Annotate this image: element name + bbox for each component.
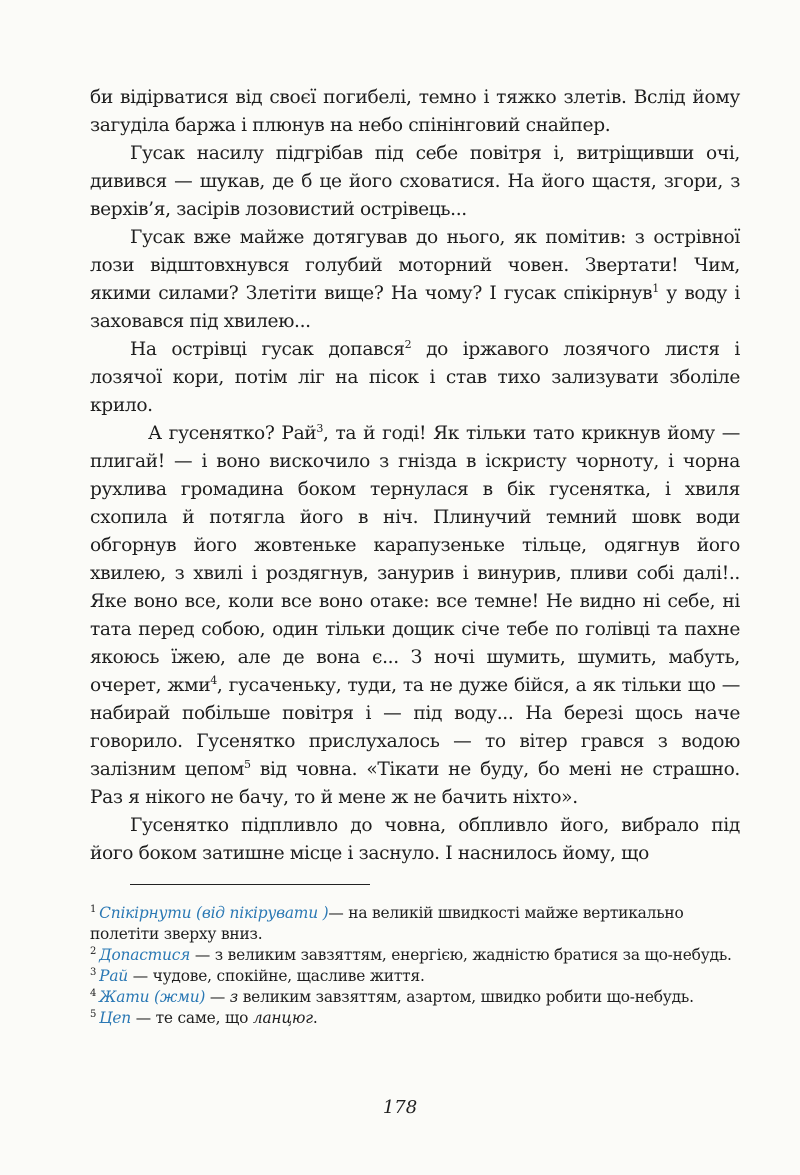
footnote-ref-1: 1 (652, 281, 659, 295)
footnote-ref-4: 4 (210, 673, 217, 687)
footnote-term: Спікірнути (від пікірувати ) (99, 904, 329, 922)
footnote-term: Цеп (99, 1009, 132, 1027)
paragraph-2: Гусак насилу підгрібав під себе повітря і, витріщивши очі, дивився — шукав, де б це його сховатися. На його щастя, згори, з верхів’я, засірів лозовистий острівець... (90, 143, 740, 220)
paragraph-5-text-d: від човна. «Тікати не буду, бо мені не страшно. Раз я нікого не бачу, то й мене ж не бачить ніхто». (90, 759, 740, 808)
footnote-5 (90, 1008, 740, 1029)
footnote-ref-2: 2 (404, 337, 412, 351)
footnote-3 (90, 966, 740, 987)
footnote-definition-b: . (312, 1009, 318, 1027)
footnote-number: 1 (90, 903, 97, 915)
footnote-divider (130, 884, 370, 885)
footnote-number: 5 (90, 1008, 97, 1020)
paragraph-4 (90, 336, 740, 420)
footnote-definition-a: — (205, 988, 230, 1006)
footnotes (90, 903, 740, 1029)
footnote-definition-italic: ланцюг (252, 1009, 313, 1027)
footnote-definition: — на великій швидкості майже вертикально полетіти зверху вниз. (90, 904, 684, 943)
footnote-term: Рай (99, 967, 129, 985)
paragraph-3 (90, 224, 740, 336)
page-body (90, 84, 740, 868)
footnote-definition-a: — те саме, що (131, 1009, 253, 1027)
footnote-term: Допастися (99, 946, 191, 964)
footnote-number: 2 (90, 945, 97, 957)
footnote-term: Жати (жми) (99, 988, 206, 1006)
footnote-definition-italic: з (229, 988, 238, 1006)
paragraph-1: би відірватися від своєї погибелі, темно і тяжко злетів. Вслід йому загуділа баржа і плюнув на небо спінінговий снайпер. (90, 87, 740, 136)
paragraph-6: Гусенятко підпливло до човна, обпливло його, вибрало під його боком затишне місце і заснуло. І наснилось йому, що (90, 815, 740, 864)
main-text (90, 84, 740, 868)
footnote-definition-b: великим завзяттям, азартом, швидко робити що-небудь. (238, 988, 694, 1006)
paragraph-5-text-c: , гусаченьку, туди, та не дуже бійся, а як тільки що — набирай побільше повітря і — під воду... На березі щось наче говорило. Гусенятко прислухалось — то вітер грався з водою залізним цепом (90, 675, 740, 780)
paragraph-4-text-b: до іржавого лозячого листя і лозячої кори, потім ліг на пісок і став тихо зализувати зболіле крило. (90, 339, 740, 416)
footnote-number: 4 (90, 987, 97, 999)
paragraph-3-text-b: у воду і заховався під хвилею... (90, 283, 740, 332)
footnote-definition: — з великим завзяттям, енергією, жадністю братися за що-небудь. (190, 946, 732, 964)
paragraph-5-text-a: А гусенятко? Рай (148, 423, 317, 444)
footnote-ref-3: 3 (316, 421, 323, 435)
paragraph-5 (90, 420, 740, 812)
page-number: 178 (382, 1097, 418, 1118)
paragraph-4-text-a: На острівці гусак допався (130, 339, 405, 360)
footnote-4 (90, 987, 740, 1008)
footnote-ref-5: 5 (244, 757, 251, 771)
footnote-2 (90, 945, 740, 966)
footnote-number: 3 (90, 966, 97, 978)
paragraph-5-text-b: , та й годі! Як тільки тато крикнув йому — плигай! — і воно вискочило з гнізда в іскристу чорноту, і чорна рухлива громадина боком тернулася в бік гусенятка, і хвиля схопила й потягла його в ніч. Плинучий темний шовк води обгорнув його жовтеньке карапузеньке тільце, одягнув його хвилею, з хвилі і роздягнув, занурив і винурив, пливи собі далі!.. Яке воно все, коли все воно отаке: все темне! Не видно ні себе, ні тата перед собою, один тільки дощик січе тебе по голівці та пахне якоюсь їжею, але де вона є... З ночі шумить, шумить, мабуть, очерет, жми (90, 423, 740, 696)
footnote-1 (90, 903, 740, 945)
paragraph-3-text-a: Гусак вже майже дотягував до нього, як помітив: з острівної лози відштовхнувся голубий моторний човен. Звертати! Чим, якими силами? Злетіти вище? На чому? І гусак спікірнув (90, 227, 740, 304)
footnote-definition: — чудове, спокійне, щасливе життя. (128, 967, 425, 985)
